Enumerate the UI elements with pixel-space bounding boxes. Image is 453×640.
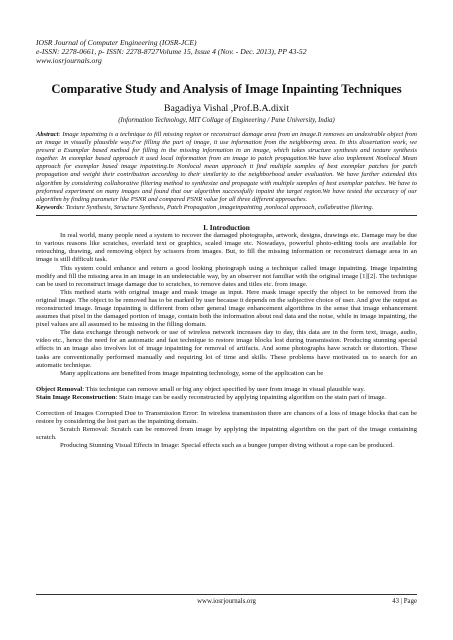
abstract [36, 131, 417, 204]
keywords [36, 204, 417, 212]
abstract-text: : Image inpainting is a technique to fill missing region or reconstruct damage area from an image.It removes an undesirable object from an image in visually plausible way.For filling the part of image, it use information from the neighboring area. In this dissertation work, we present a Examplar based method for filling in the missing information in an image, which takes structure synthesis and texture synthesis together. In exemplar based approach it used local information from an image to patch propagation.We have also implement Nonlocal Mean approach for exemplar based image inpainting.In Nonlocal mean approach it find multiple samples of best exemplar patches for patch propagation and weight their contribution according to their similarity to the neighborhood under evaluation. We have further extended this algorithm by considering collaborative filtering method to synthesize and propagate with multiple samples of best exemplar patches. We have to preformed experiment on many images and found that our algorithm successfully inpaint the target region.We have tested the accuracy of our algorithm by finding parameter like PSNR and compared PSNR value for all three different approaches. [36, 130, 417, 203]
application-visual-effects: Producing Stunning Visual Effects in Image: Special effects such as a bungee jumper diving without a rope can be produced. [60, 442, 394, 450]
abstract-divider [36, 215, 417, 216]
intro-paragraph-5: Many applications are benefited from image inpainting technology, some of the application can be [60, 369, 324, 377]
footer-page-number: 43 | Page [392, 598, 417, 605]
intro-paragraph-2: This system could enhance and return a good looking photograph using a technique called image inpainting. Image inpainting modify and fill the missing area in an image in an undetectable way, by an observer not familiar with the original image [1][2]. The technique can be used to reconstruct image damage due to scratches, to remove dates and titles etc. from image. [36, 264, 417, 288]
application-object-removal-text: : This technique can remove small or big any object specified by user from image in visual plausible way. [82, 385, 365, 393]
intro-paragraph-3: This method starts with original image and mask image as input. Here mask image specify the object to be removed from the original image. The object to be removed has to be marked by user because it depends on the subjective choice of user. And give the output as reconstructed image. Image inpainting is different from other general image enhancement algorithms in the sense that image enhancement assumes that pixel in the damaged portion of image, contain both the information about real data and the noise, while in image inpainting, the pixel values are all assumed to be missing in the filling domain. [36, 288, 417, 329]
introduction-body [36, 232, 417, 450]
application-stain-reconstruction [36, 394, 417, 402]
page-footer [36, 594, 417, 610]
journal-issn: e-ISSN: 2278-0661, p- ISSN: 2278-8727Volume 15, Issue 4 (Nov. - Dec. 2013), PP 43-52 [36, 47, 307, 57]
paper-title: Comparative Study and Analysis of Image Inpainting Techniques [51, 81, 402, 96]
application-scratch-removal: Scratch Removal: Scratch can be removed from image by applying the inpainting algorithm on the part of the image containing scratch. [36, 426, 417, 442]
application-object-removal [36, 386, 417, 394]
journal-name: IOSR Journal of Computer Engineering (IOSR-JCE) [36, 38, 197, 47]
abstract-label: Abstract [36, 130, 59, 138]
application-stain-text: : Stain image can be easily reconstructed by applying inpainting algorithm on the stain part of image. [115, 393, 387, 401]
journal-header [36, 38, 417, 66]
journal-website: www.iosrjournals.org [36, 56, 102, 66]
paper-affiliation: (Information Technology, MIT Collage of Engineering / Pune University, India) [118, 116, 335, 124]
paper-authors: Bagadiya Vishal ,Prof.B.A.dixit [164, 102, 289, 114]
intro-paragraph-1: In real world, many people need a system to recover the damaged photographs, artwork, designs, drawings etc. Damage may be due to various reasons like scratches, overlaid text or graphics, scaled image etc. Nowadays, powerful photo-editing tools are available for retouching, drawing, and removing object by scissors from images. But, to fill the missing information or reconstruct damage area in an image is still difficult task. [36, 232, 417, 264]
intro-paragraph-4: The data exchange through network or use of wireless network increases day to day, this data are in the form text, image, audio, video etc., hence the need for an automatic and fast technique to restore image blocks lost during transmission. Producing stunning special effects in an image also involves lot of image inpainting for removal of artifacts. And some photographs have scratch or distortion. These tasks are conventionally performed manually and requiring lot of time and skills. These problems have motivated us to search for an automatic technique. [36, 329, 417, 369]
keywords-text: : Texture Synthesis, Structure Synthesis, Patch Propagation ,imageinpainting ,nonlocal approach, collabrative filtering. [62, 204, 374, 212]
application-stain-label: Stain Image Reconstruction [36, 393, 116, 401]
section-heading-introduction: I. Introduction [203, 223, 250, 233]
keywords-label: Keywords [36, 204, 62, 212]
application-transmission-error: Correction of Images Corrupted Due to Transmission Error: In wireless transmission there are chances of a loss of image blocks that can be restore by considering the lost part as the inpainting domain. [36, 410, 417, 426]
application-object-removal-label: Object Removal [36, 385, 83, 393]
footer-website: www.iosrjournals.org [197, 598, 256, 605]
